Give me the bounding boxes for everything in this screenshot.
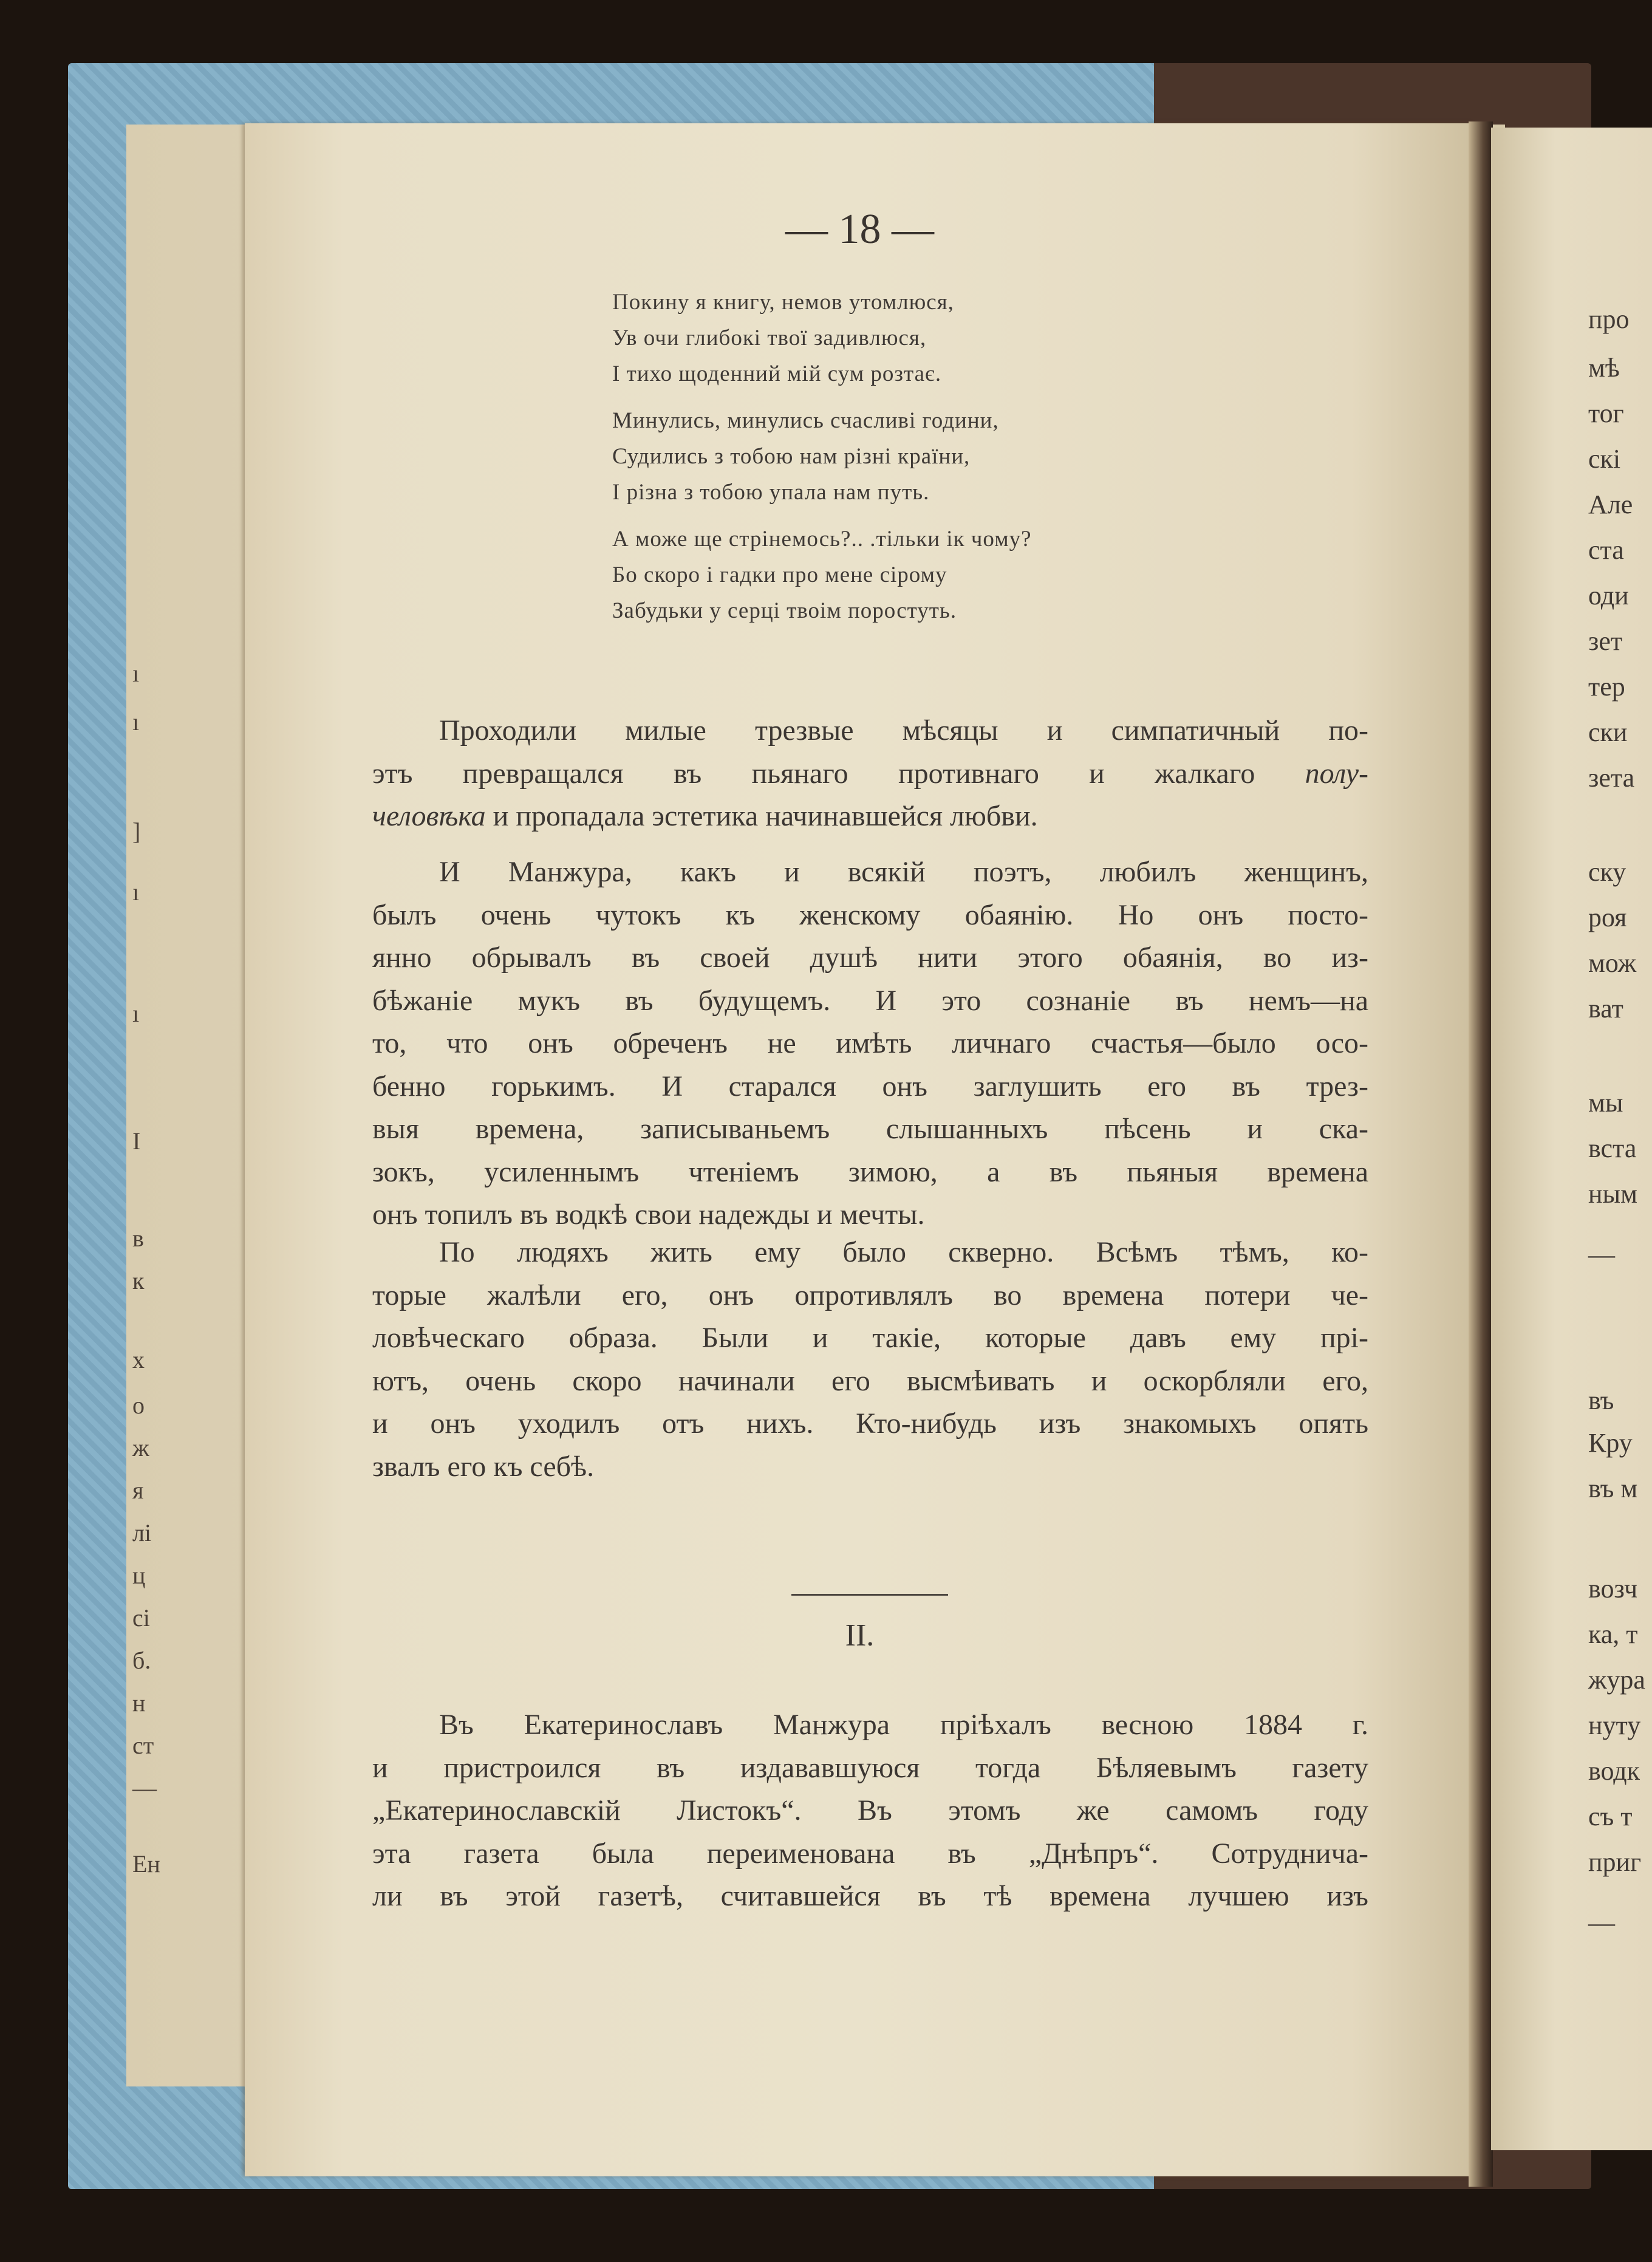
facing-page <box>1491 128 1652 2150</box>
facing-page-fragment: вста <box>1588 1133 1637 1163</box>
facing-page-fragment: ват <box>1588 994 1623 1023</box>
facing-page-fragment: жура <box>1588 1665 1645 1695</box>
poem-line: І тихо щоденний мій сум розтає. <box>612 361 942 386</box>
paragraph <box>372 709 1368 838</box>
facing-page-fragment: тер <box>1588 672 1625 702</box>
book-page <box>245 123 1475 2176</box>
facing-page-fragment: приг <box>1588 1847 1642 1877</box>
poem-line: Бо скоро і гадки про мене сірому <box>612 562 947 587</box>
text-line: торые жалѣли его, онъ опротивлялъ во времена потери че- <box>372 1279 1368 1311</box>
text-line: Проходили милые трезвые мѣсяцы и симпатичный по- <box>439 714 1368 747</box>
left-margin-fragment: сі <box>132 1604 150 1632</box>
left-margin-fragment: х <box>132 1346 145 1373</box>
facing-page-fragment: мѣ <box>1588 353 1620 383</box>
left-margin-fragment: — <box>132 1774 157 1802</box>
facing-page-fragment: ски <box>1588 717 1628 747</box>
left-margin-fragment: ı <box>132 878 140 906</box>
italic-word: человѣка <box>372 800 486 832</box>
poem-stanza <box>612 521 1463 629</box>
left-margin-fragment: ı <box>132 708 140 736</box>
facing-page-fragment: оди <box>1588 581 1629 610</box>
poem-line: Ув очи глибокі твої задивлюся, <box>612 326 927 350</box>
paragraph <box>372 851 1368 1237</box>
facing-page-fragment: водк <box>1588 1756 1640 1786</box>
left-margin-fragment: я <box>132 1477 144 1504</box>
facing-page-fragment: нуту <box>1588 1710 1641 1740</box>
left-margin-fragment: Ен <box>132 1850 160 1878</box>
left-margin-fragment: о <box>132 1392 145 1419</box>
facing-page-fragment: про <box>1588 304 1630 334</box>
facing-page-fragment: зета <box>1588 763 1635 793</box>
text-line: ютъ, очень скоро начинали его высмѣивать и оскорбляли его, <box>372 1364 1368 1397</box>
left-margin-fragment: ж <box>132 1434 149 1461</box>
poem-stanza <box>612 284 1463 392</box>
text-line: и онъ уходилъ отъ нихъ. Кто-нибудь изъ знакомыхъ опять <box>372 1407 1368 1440</box>
left-margin-fragment: б. <box>132 1647 151 1674</box>
facing-page-fragment: ным <box>1588 1179 1637 1209</box>
poem-line: Покину я книгу, немов утомлюся, <box>612 290 954 315</box>
poem-line: Забудьки у серці твоім поростуть. <box>612 598 957 623</box>
facing-page-fragment: тог <box>1588 398 1624 428</box>
facing-page-fragment: зет <box>1588 626 1623 656</box>
facing-page-fragment: — <box>1588 1908 1615 1938</box>
poem-line: Судились з тобою нам різні країни, <box>612 444 971 469</box>
poem <box>612 284 1463 640</box>
text-line: „Екатеринославскій Листокъ“. Въ этомъ же самомъ году <box>372 1794 1368 1826</box>
facing-page-fragment: возч <box>1588 1574 1638 1604</box>
left-margin-fragment: ц <box>132 1562 146 1589</box>
left-margin-fragment: ст <box>132 1732 154 1759</box>
facing-page-fragment: роя <box>1588 903 1627 932</box>
text-line: зокъ, усиленнымъ чтеніемъ зимою, а въ пьяныя времена <box>372 1155 1368 1188</box>
text-line: бенно горькимъ. И старался онъ заглушить его въ трез- <box>372 1070 1368 1102</box>
facing-page-fragment: Кру <box>1588 1428 1633 1458</box>
text-line: звалъ его къ себѣ. <box>372 1450 595 1483</box>
text-line: то, что онъ обреченъ не имѣть личнаго счастья—было осо- <box>372 1027 1368 1059</box>
section-divider <box>791 1594 948 1596</box>
facing-page-fragment: ску <box>1588 857 1626 887</box>
facing-page-fragment: ка, т <box>1588 1619 1638 1649</box>
facing-page-fragment: въ м <box>1588 1474 1638 1503</box>
text-line: Въ Екатеринославъ Манжура пріѣхалъ весною 1884 г. <box>439 1709 1368 1741</box>
left-margin-fragment: к <box>132 1267 145 1294</box>
section-number: II. <box>845 1618 875 1653</box>
facing-page-fragment: — <box>1588 1240 1615 1269</box>
text-line <box>372 795 1368 838</box>
text-line: онъ топилъ въ водкѣ свои надежды и мечты. <box>372 1198 925 1231</box>
text-line: ловѣческаго образа. Были и такіе, которые давъ ему прі- <box>372 1322 1368 1354</box>
left-margin-fragment: ı <box>132 660 140 687</box>
paragraph <box>372 1231 1368 1488</box>
poem-line: Минулись, минулись счасливі години, <box>612 408 999 433</box>
italic-word: полу- <box>1305 757 1369 790</box>
text-segment: этъ превращался въ пьянаго противнаго и жалкаго <box>372 757 1255 790</box>
facing-page-fragment: ста <box>1588 535 1624 565</box>
left-margin-fragment: ı <box>132 1000 140 1027</box>
page-number: — 18 — <box>785 206 934 253</box>
text-line: И Манжура, какъ и всякій поэтъ, любилъ женщинъ, <box>439 856 1368 888</box>
text-line: былъ очень чутокъ къ женскому обаянію. Но онъ посто- <box>372 898 1368 931</box>
text-segment: и пропадала эстетика начинавшейся любви. <box>493 800 1038 832</box>
text-line: По людяхъ жить ему было скверно. Всѣмъ тѣмъ, ко- <box>439 1236 1368 1268</box>
left-margin-fragment: лі <box>132 1519 152 1546</box>
text-line: ли въ этой газетѣ, считавшейся въ тѣ времена лучшею изъ <box>372 1880 1368 1912</box>
facing-page-fragment: мы <box>1588 1088 1623 1118</box>
text-line: выя времена, записываньемъ слышанныхъ пѣсень и ска- <box>372 1113 1368 1145</box>
book-gutter <box>1469 121 1493 2187</box>
text-line: янно обрывалъ въ своей душѣ нити этого обаянія, во из- <box>372 941 1368 974</box>
text-line: эта газета была переименована въ „Днѣпръ“. Сотруднича- <box>372 1837 1368 1870</box>
left-margin-fragment: в <box>132 1225 144 1252</box>
text-line <box>372 753 1368 796</box>
left-margin-fragment: н <box>132 1689 146 1717</box>
text-line: и пристроился въ издававшуюся тогда Бѣляевымъ газету <box>372 1751 1368 1784</box>
facing-page-fragment: въ <box>1588 1386 1614 1415</box>
left-margin-fragment: ] <box>132 818 141 845</box>
poem-line: А може ще стрінемось?.. .тільки ік чому? <box>612 527 1032 552</box>
text-line: бѣжаніе мукъ въ будущемъ. И это сознаніе въ немъ—на <box>372 984 1368 1017</box>
facing-page-fragment: Але <box>1588 490 1633 519</box>
poem-line: І різна з тобою упала нам путь. <box>612 480 930 505</box>
facing-page-fragment: мож <box>1588 948 1637 978</box>
poem-stanza <box>612 403 1463 510</box>
paragraph <box>372 1704 1368 1918</box>
facing-page-fragment: скі <box>1588 444 1621 474</box>
facing-page-fragment: съ т <box>1588 1802 1633 1831</box>
left-margin-fragment: І <box>132 1127 141 1155</box>
